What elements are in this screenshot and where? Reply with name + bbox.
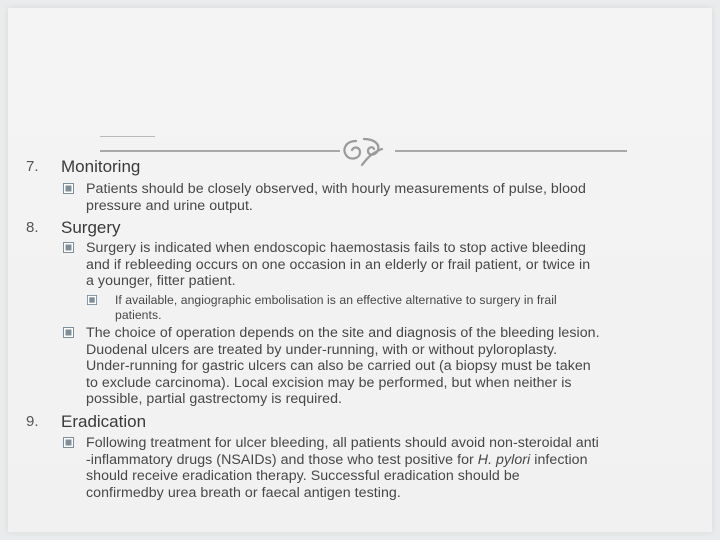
sub-bullet-text: If available, angiographic embolisation is an effective alternative to surgery in frail patients.	[115, 293, 557, 322]
section-number: 9.	[26, 413, 39, 430]
italic-species-name: H. pylori	[477, 451, 531, 468]
checkbox-bullet-icon	[63, 242, 74, 253]
section-heading-monitoring: Monitoring	[61, 157, 141, 176]
section-number: 7.	[26, 158, 39, 175]
checkbox-bullet-icon	[63, 437, 74, 448]
checkbox-bullet-icon	[87, 295, 97, 305]
section-heading-eradication: Eradication	[61, 412, 147, 431]
bullet-text: The choice of operation depends on the site and diagnosis of the bleeding lesion. Duodenal ulcers are treated by under-running, with or without pyloroplasty. Under-running for gastric ulcers can also be carried out (a biopsy must be taken to exclude carcinoma). Local excision may be performed, but when neither is possible, partial gastrectomy is required.	[86, 325, 600, 407]
section-number: 8.	[26, 219, 39, 236]
bullet-text: Patients should be closely observed, with hourly measurements of pulse, blood pressure and urine output.	[86, 181, 586, 214]
section-heading-surgery: Surgery	[61, 218, 121, 237]
bullet-text: Following treatment for ulcer bleeding, all patients should avoid non-steroidal anti -inflammatory drugs (NSAIDs) and those who test positive for H. pylori infection should receive eradication therapy. Successful eradication should be confirmedby urea breath or faecal antigen testing.	[86, 435, 599, 501]
checkbox-bullet-icon	[63, 327, 74, 338]
bullet-text: Surgery is indicated when endoscopic haemostasis fails to stop active bleeding and if rebleeding occurs on one occasion in an elderly or frail patient, or twice in a younger, fitter patient.	[86, 240, 591, 289]
checkbox-bullet-icon	[63, 183, 74, 194]
